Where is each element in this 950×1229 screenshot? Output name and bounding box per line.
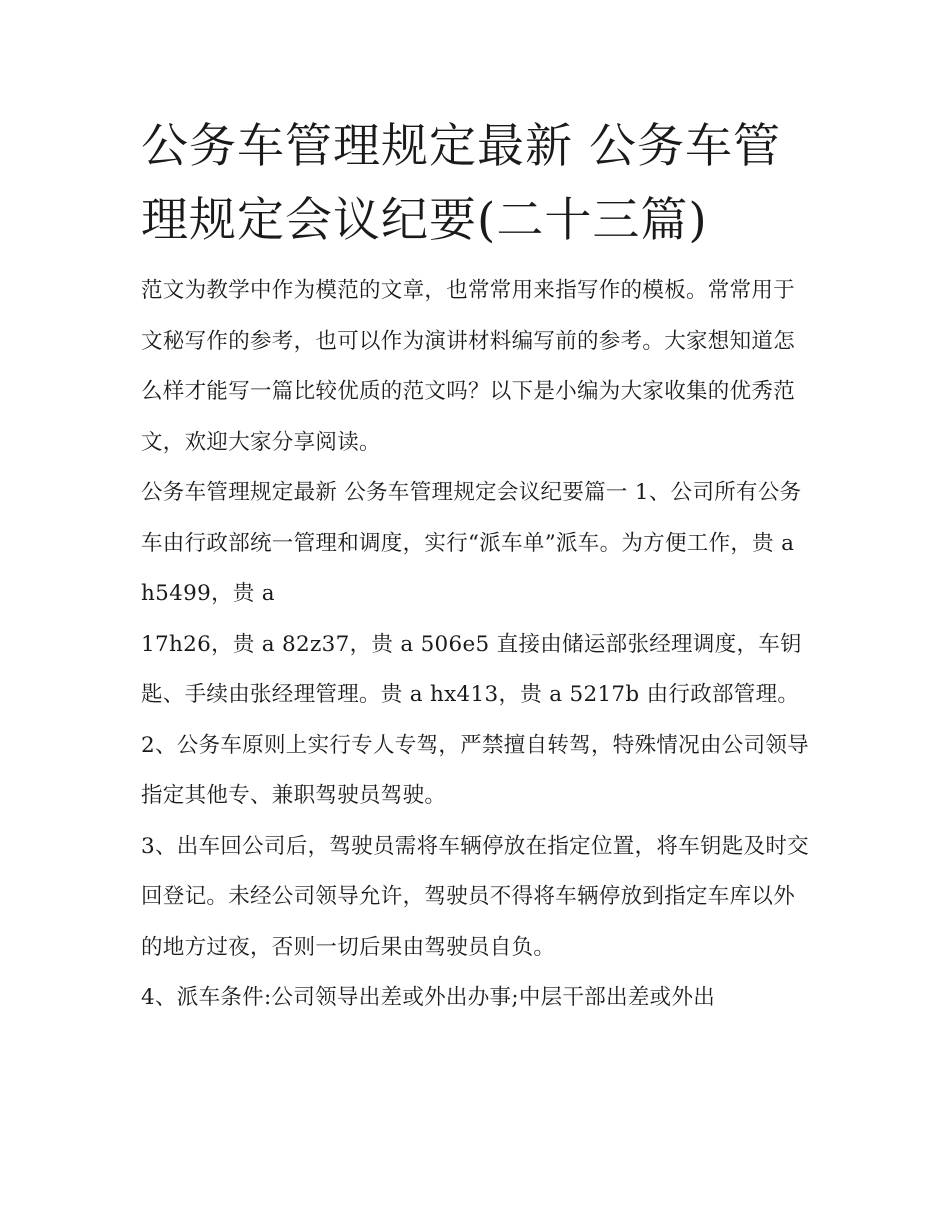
document-content [141, 110, 813, 1024]
paragraph-section-2: 2、公务车原则上实行专人专驾，严禁擅自转驾，特殊情况由公司领导指定其他专、兼职驾驶员驾驶。 [141, 732, 809, 808]
paragraph-section-1-continued: 17h26，贵 a 82z37，贵 a 506e5 直接由储运部张经理调度，车钥匙、手续由张经理管理。贵 a hx413，贵 a 5217b 由行政部管理。 [141, 631, 802, 707]
paragraph-intro: 范文为教学中作为模范的文章，也常常用来指写作的模板。常常用于文秘写作的参考，也可以作为演讲材料编写前的参考。大家想知道怎么样才能写一篇比较优质的范文吗？以下是小编为大家收集的优秀范文，欢迎大家分享阅读。 [141, 278, 796, 455]
paragraph-section-3: 3、出车回公司后，驾驶员需将车辆停放在指定位置，将车钥匙及时交回登记。未经公司领导允许，驾驶员不得将车辆停放到指定车库以外的地方过夜，否则一切后果由驾驶员自负。 [141, 833, 809, 960]
paragraph-section-1: 公务车管理规定最新 公务车管理规定会议纪要篇一 1、公司所有公务车由行政部统一管理和调度，实行“派车单”派车。为方便工作，贵 a h5499，贵 a [141, 480, 802, 606]
document-title: 公务车管理规定最新 公务车管理规定会议纪要(二十三篇) [141, 119, 781, 248]
paragraph-section-4: 4、派车条件:公司领导出差或外出办事;中层干部出差或外出 [141, 985, 716, 1010]
